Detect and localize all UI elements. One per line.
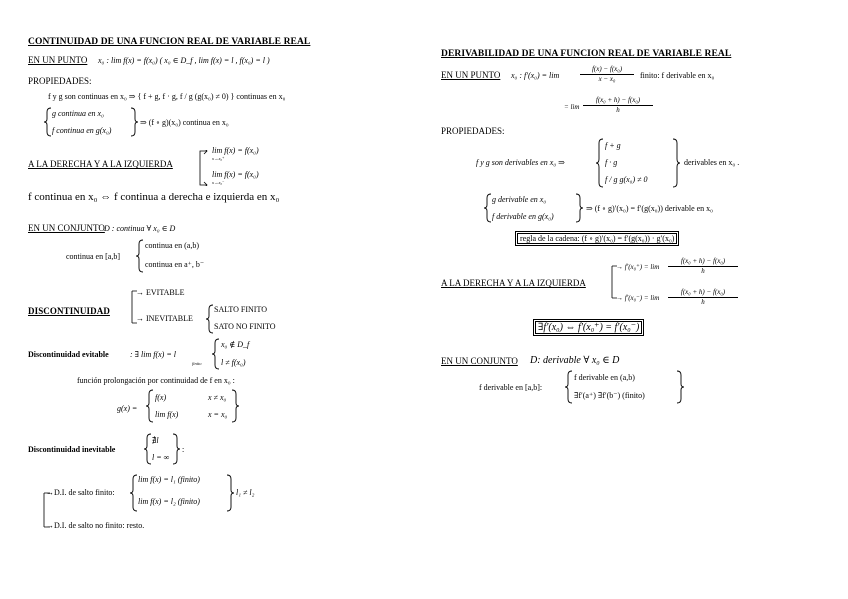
interval-brace-icon [136, 239, 144, 273]
continuidad-equivalence: f continua en x₀ ⇔ f continua a derecha e izquierda en x₀ [28, 191, 280, 203]
continuidad-prop-comp: ⇒ (f ∘ g)(x₀) continua en x₀ [140, 118, 229, 127]
deriv-prop-fg: f y g son derivables en x₀ ⇒ [476, 158, 565, 167]
gx-right-brace-icon [231, 389, 239, 423]
deriv-lados-box: ∃f′(x₀) ⇔ f′(x₀⁺) = f′(x₀⁻) [533, 319, 644, 336]
evitable-brace-icon [212, 338, 220, 370]
inevitable-brace-icon [206, 304, 214, 334]
deriv-lados-left-frac [668, 289, 738, 306]
chain-rule-box: regla de la cadena: (f ∘ g)′(x₀) = f′(g(x₀)) · g′(x₀) [515, 231, 679, 246]
continuidad-lados-label: A LA DERECHA Y A LA IZQUIERDA [28, 159, 173, 169]
chain-brace-icon [484, 193, 492, 223]
deriv-lados-right-num: f(x₀ + h) − f(x₀) [668, 258, 738, 267]
continuidad-conjunto-label: EN UN CONJUNTO [28, 223, 105, 233]
continuidad-prop-line1: f y g son continuas en x₀ ⇒ { f + g, f · g, f / g (g(x₀) ≠ 0) } continuas en x₀ [48, 92, 286, 101]
continuidad-title: CONTINUIDAD DE UNA FUNCION REAL DE VARIABLE REAL [28, 37, 311, 47]
deriv-frac2 [583, 97, 653, 114]
disc-inev-colon: : [182, 445, 185, 454]
deriv-frac1-den: x − x₀ [598, 75, 616, 83]
disc-evitable: → EVITABLE [136, 288, 185, 297]
disc-prolongacion: función prolongación por continuidad de f en x₀ : [77, 376, 235, 385]
disc-evitable-finito: finito [192, 361, 202, 366]
disc-inev-c1: ∄l [152, 436, 159, 445]
disc-evitable-c1: x₀ ∉ D_f [221, 340, 250, 349]
continuidad-en-un-punto-label: EN UN PUNTO [28, 55, 88, 65]
di-salto-finito-label: →D.I. de salto finito: [46, 488, 115, 497]
deriv-prop-quot: f / g g(x₀) ≠ 0 [605, 175, 648, 184]
deriv-lados-left-den: h [701, 298, 705, 306]
chain-g: g derivable en x₀ [492, 195, 547, 204]
di-brace-icon [130, 474, 138, 512]
disc-inevitable-label: Discontinuidad inevitable [28, 445, 116, 454]
continuidad-intervalo-line1: continua en (a,b) [145, 241, 199, 250]
deriv-finito: finito: f derivable en x₀ [640, 71, 715, 80]
continuidad-lados-right: lim f(x) = f(x₀) [212, 146, 259, 155]
inevitable-left-brace-icon [144, 433, 152, 465]
deriv-lados-label: A LA DERECHA Y A LA IZQUIERDA [441, 278, 586, 288]
continuidad-lados-left: lim f(x) = f(x₀) [212, 170, 259, 179]
disc-inev-c2: l = ∞ [152, 453, 170, 462]
disc-salto-finito: SALTO FINITO [214, 305, 267, 314]
disc-gx-row2b: x = x₀ [208, 410, 228, 419]
di-sf-neq: l₁ ≠ l₂ [236, 488, 255, 497]
continuidad-propiedades-label: PROPIEDADES: [28, 76, 92, 86]
deriv-lados-right: → f′(x₀⁺) = lim [616, 263, 660, 271]
disc-inevitable: → INEVITABLE [136, 314, 193, 323]
deriv-intervalo-label: f derivable en [a,b]: [479, 383, 543, 392]
chain-f: f derivable en g(x₀) [492, 212, 554, 221]
deriv-lados-left-num: f(x₀ + h) − f(x₀) [668, 289, 738, 298]
continuidad-prop-f: f continua en g(x₀) [52, 126, 112, 135]
deriv-prop-deriv: derivables en x₀ . [684, 158, 740, 167]
bracket-arrows-icon [197, 150, 211, 186]
disc-gx: g(x) = [117, 404, 138, 413]
deriv-intervalo-brace-icon [565, 370, 573, 404]
deriv-intervalo-line2: ∃f′(a⁺) ∃f′(b⁻) (finito) [574, 391, 645, 400]
deriv-lados-left: → f′(x₀⁻) = lim [616, 294, 660, 302]
di-sf-row1: lim f(x) = l₁ (finito) [138, 475, 200, 484]
disc-evitable-c2: l ≠ f(x₀) [221, 358, 246, 367]
deriv-eq2: = lim [564, 103, 580, 111]
left-brace-icon [44, 107, 52, 137]
continuidad-lados-sub-left: x→x₀⁻ [212, 180, 225, 185]
deriv-frac2-den: h [616, 106, 620, 114]
disc-evitable-label: Discontinuidad evitable [28, 350, 109, 359]
discontinuidad-label: DISCONTINUIDAD [28, 306, 110, 316]
disc-gx-row1a: f(x) [155, 393, 167, 402]
deriv-intervalo-line1: f derivable en (a,b) [574, 373, 635, 382]
deriv-prop-right-brace-icon [672, 138, 680, 188]
deriv-en-un-punto-label: EN UN PUNTO [441, 70, 501, 80]
deriv-frac2-num: f(x₀ + h) − f(x₀) [583, 97, 653, 106]
continuidad-prop-g: g continua en x₀ [52, 109, 104, 118]
deriv-prop-brace-icon [596, 138, 604, 188]
continuidad-lados-sub-right: x→x₀⁺ [212, 156, 225, 161]
gx-brace-icon [146, 389, 154, 423]
deriv-frac1 [580, 66, 634, 83]
deriv-intervalo-right-brace-icon [676, 370, 684, 404]
continuidad-conjunto-rest: D : continua ∀ x₀ ∈ D [104, 224, 176, 233]
deriv-frac1-num: f(x) − f(x₀) [580, 66, 634, 75]
di-salto-no-finito-label: →D.I. de salto no finito: resto. [46, 521, 145, 530]
di-right-brace-icon [226, 474, 234, 512]
continuidad-en-un-punto-formula: x₀ : lim f(x) = f(x₀) ( x₀ ∈ D_f , lim f(x) = l , f(x₀) = l ) [98, 56, 270, 65]
deriv-lhs: x₀ : f′(x₀) = lim [511, 71, 560, 80]
disc-salto-no-finito: SATO NO FINITO [214, 322, 276, 331]
disc-evitable-formula: : ∃ lim f(x) = l [130, 350, 176, 359]
deriv-lados-right-frac [668, 258, 738, 275]
chain-result: ⇒ (f ∘ g)′(x₀) = f′(g(x₀)) derivable en x₀ [586, 204, 713, 213]
deriv-conjunto-label: EN UN CONJUNTO [441, 356, 518, 366]
di-sf-row2: lim f(x) = l₂ (finito) [138, 497, 200, 506]
chain-right-brace-icon [575, 193, 583, 223]
deriv-prop-prod: f · g [605, 158, 618, 167]
inevitable-right-brace-icon [172, 433, 180, 465]
continuidad-intervalo-line2: continua en a⁺, b⁻ [145, 260, 205, 269]
deriv-prop-sum: f + g [605, 141, 621, 150]
derivabilidad-title: DERIVABILIDAD DE UNA FUNCION REAL DE VARIABLE REAL [441, 49, 732, 59]
deriv-conjunto-rest: D: derivable ∀ x₀ ∈ D [530, 355, 620, 366]
right-brace-icon [130, 107, 138, 137]
disc-gx-row1b: x ≠ x₀ [208, 393, 227, 402]
deriv-propiedades-label: PROPIEDADES: [441, 126, 505, 136]
continuidad-intervalo-label: continua en [a,b] [66, 252, 120, 261]
disc-gx-row2a: lim f(x) [155, 410, 179, 419]
deriv-lados-right-den: h [701, 267, 705, 275]
